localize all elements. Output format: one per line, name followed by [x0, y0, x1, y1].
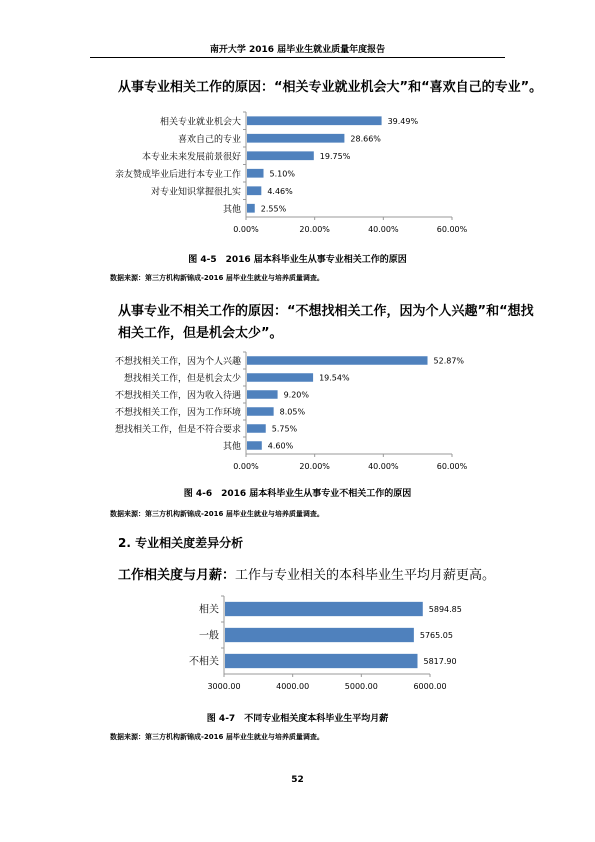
category-label: 亲友赞成毕业后进行本专业工作 [114, 169, 241, 180]
x-tick-label: 4000.00 [276, 682, 310, 691]
bar [247, 169, 264, 178]
figure-caption-4-6: 图 4-6 2016 届本科毕业生从事专业不相关工作的原因 [183, 489, 412, 499]
bar [247, 356, 428, 365]
bar [247, 390, 278, 399]
category-label: 其他 [222, 442, 241, 452]
source-note-4-6: 数据来源：第三方机构新锦成-2016 届毕业生就业与培养质量调查。 [110, 510, 324, 518]
paragraph-unrelated-reasons-line2: 相关工作，但是机会太少”。 [118, 326, 283, 341]
data-label: 5894.85 [428, 605, 462, 614]
chart-salary-by-relevance [0, 590, 595, 695]
chart-unrelated-reasons [0, 346, 595, 478]
data-label: 5.75% [271, 424, 298, 434]
x-tick-label: 40.00% [368, 462, 399, 471]
data-label: 5.10% [269, 169, 295, 179]
data-label: 52.87% [433, 356, 465, 366]
x-tick-label: 0.00% [233, 462, 259, 471]
x-tick-label: 5000.00 [344, 682, 378, 691]
category-label: 想找相关工作，但是机会太少 [123, 374, 241, 384]
paragraph-salary [118, 564, 495, 583]
x-tick-label: 60.00% [436, 225, 468, 234]
section-title: 2. 专业相关度差异分析 [118, 536, 244, 550]
data-label: 9.20% [283, 390, 310, 400]
page-header: 南开大学 2016 届毕业生就业质量年度报告 [209, 45, 386, 55]
bar [225, 602, 423, 616]
paragraph-related-reasons: 从事专业相关工作的原因：“相关专业就业机会大”和“喜欢自己的专业”。 [118, 80, 543, 95]
figure-caption-4-7: 图 4-7 不同专业相关度本科毕业生平均月薪 [206, 714, 389, 724]
data-label: 28.66% [350, 134, 381, 144]
data-label: 4.46% [267, 186, 293, 196]
data-label: 19.75% [319, 151, 351, 161]
category-label: 不想找相关工作，因为工作环境 [114, 408, 241, 418]
x-tick-label: 6000.00 [413, 682, 447, 691]
bar [247, 204, 255, 213]
data-label: 19.54% [319, 373, 350, 383]
bar [247, 407, 274, 416]
category-label: 对专业知识掌握很扎实 [150, 187, 241, 198]
bar [247, 441, 262, 450]
category-label: 不想找相关工作，因为收入待遇 [114, 391, 241, 401]
category-label: 不相关 [189, 656, 219, 668]
category-label: 一般 [199, 630, 219, 642]
bar [247, 373, 313, 382]
figure-caption-4-5: 图 4-5 2016 届本科毕业生从事专业相关工作的原因 [188, 255, 407, 265]
x-tick-label: 20.00% [299, 462, 330, 471]
x-tick-label: 0.00% [233, 225, 259, 234]
data-label: 5817.90 [423, 657, 457, 666]
category-label: 本专业未来发展前景很好 [141, 152, 241, 163]
data-label: 39.49% [387, 116, 419, 126]
data-label: 4.60% [267, 441, 294, 451]
bar [247, 424, 266, 433]
bar [225, 654, 417, 668]
source-note-4-5: 数据来源：第三方机构新锦成-2016 届毕业生就业与培养质量调查。 [110, 274, 324, 282]
paragraph-salary-text: 工作与专业相关的本科毕业生平均月薪更高。 [235, 568, 496, 583]
x-tick-label: 20.00% [299, 225, 330, 234]
source-note-4-7: 数据来源：第三方机构新锦成-2016 届毕业生就业与培养质量调查。 [110, 733, 324, 741]
x-tick-label: 3000.00 [207, 682, 241, 691]
category-label: 其他 [222, 204, 241, 215]
category-label: 喜欢自己的专业 [177, 134, 241, 145]
bar [247, 186, 261, 195]
x-tick-label: 60.00% [436, 462, 468, 471]
category-label: 相关 [199, 604, 219, 616]
category-label: 想找相关工作，但是不符合要求 [114, 425, 241, 435]
bar [247, 134, 344, 143]
category-label: 不想找相关工作，因为个人兴趣 [114, 357, 241, 367]
bar [225, 628, 414, 642]
data-label: 2.55% [260, 204, 287, 214]
chart-related-reasons [0, 108, 595, 243]
x-tick-label: 40.00% [368, 225, 399, 234]
bar [247, 116, 382, 125]
data-label: 8.05% [279, 407, 306, 417]
header-rule [90, 57, 505, 58]
page-number: 52 [291, 775, 304, 785]
paragraph-salary-lead: 工作相关度与月薪： [118, 568, 236, 583]
paragraph-unrelated-reasons-line1: 从事专业不相关工作的原因：“不想找相关工作，因为个人兴趣”和“想找 [118, 304, 534, 319]
bar [247, 151, 314, 160]
category-label: 相关专业就业机会大 [159, 117, 241, 128]
data-label: 5765.05 [419, 631, 453, 640]
